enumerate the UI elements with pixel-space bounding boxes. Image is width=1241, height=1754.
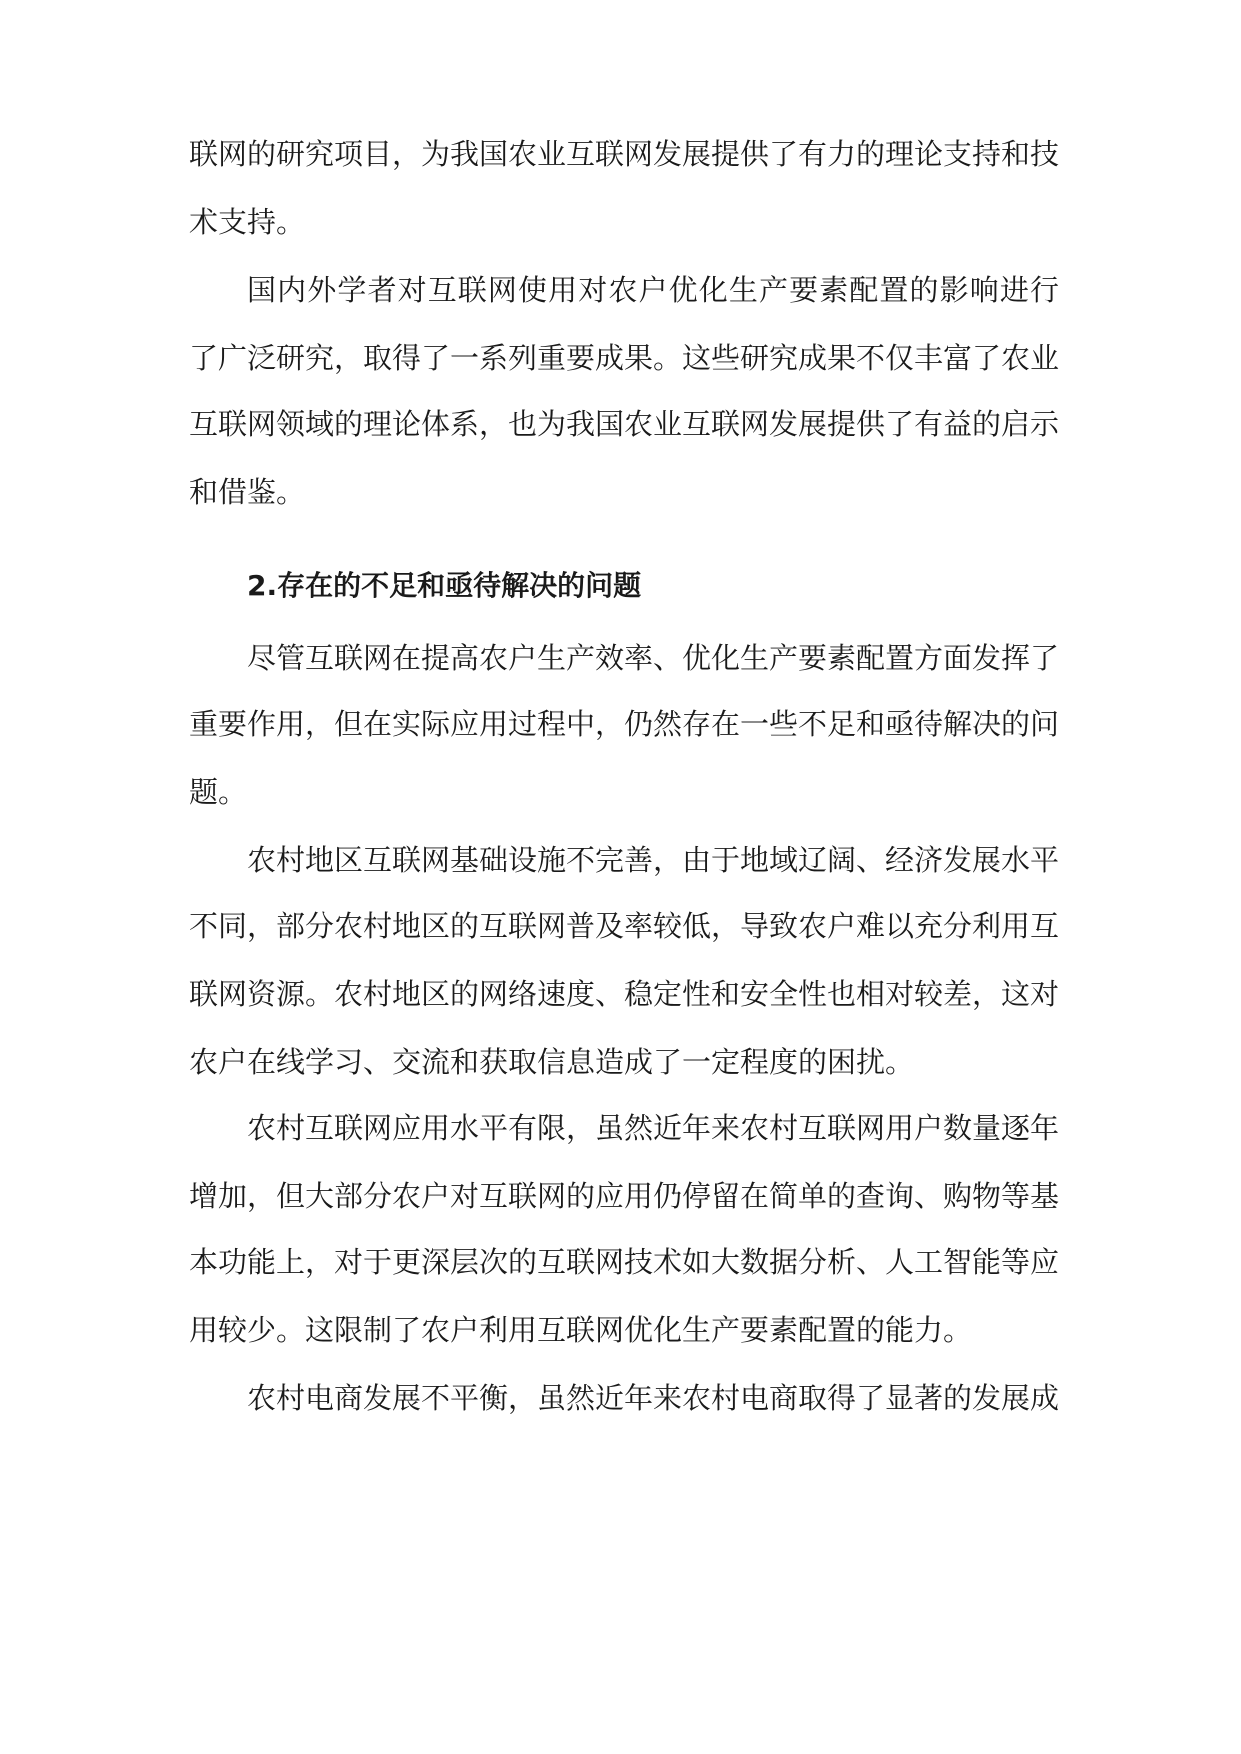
paragraph-line: 术支持。 [189, 205, 306, 239]
paragraph-line: 联网的研究项目，为我国农业互联网发展提供了有力的理论支持和技 [189, 137, 1060, 171]
paragraph-line: 农户在线学习、交流和获取信息造成了一定程度的困扰。 [189, 1045, 915, 1079]
paragraph-line: 本功能上，对于更深层次的互联网技术如大数据分析、人工智能等应 [189, 1245, 1060, 1279]
paragraph-line: 用较少。这限制了农户利用互联网优化生产要素配置的能力。 [189, 1313, 973, 1347]
paragraph-line: 和借鉴。 [189, 475, 306, 509]
paragraph-line: 不同，部分农村地区的互联网普及率较低，导致农户难以充分利用互 [189, 909, 1060, 943]
paragraph-line: 农村地区互联网基础设施不完善，由于地域辽阔、经济发展水平 [247, 843, 1060, 877]
paragraph-line: 农村电商发展不平衡，虽然近年来农村电商取得了显著的发展成 [247, 1381, 1060, 1415]
paragraph-line: 互联网领域的理论体系，也为我国农业互联网发展提供了有益的启示 [189, 407, 1060, 441]
paragraph-line: 了广泛研究，取得了一系列重要成果。这些研究成果不仅丰富了农业 [189, 341, 1060, 375]
paragraph-line: 农村互联网应用水平有限，虽然近年来农村互联网用户数量逐年 [247, 1111, 1060, 1145]
paragraph-line: 增加，但大部分农户对互联网的应用仍停留在简单的查询、购物等基 [189, 1179, 1060, 1213]
paragraph-line: 尽管互联网在提高农户生产效率、优化生产要素配置方面发挥了 [247, 641, 1060, 675]
section-heading: 2.存在的不足和亟待解决的问题 [247, 569, 642, 602]
paragraph-line: 联网资源。农村地区的网络速度、稳定性和安全性也相对较差，这对 [189, 977, 1060, 1011]
paragraph-line: 重要作用，但在实际应用过程中，仍然存在一些不足和亟待解决的问 [189, 707, 1060, 741]
paragraph-line: 国内外学者对互联网使用对农户优化生产要素配置的影响进行 [247, 273, 1059, 307]
paragraph-line: 题。 [189, 775, 248, 809]
